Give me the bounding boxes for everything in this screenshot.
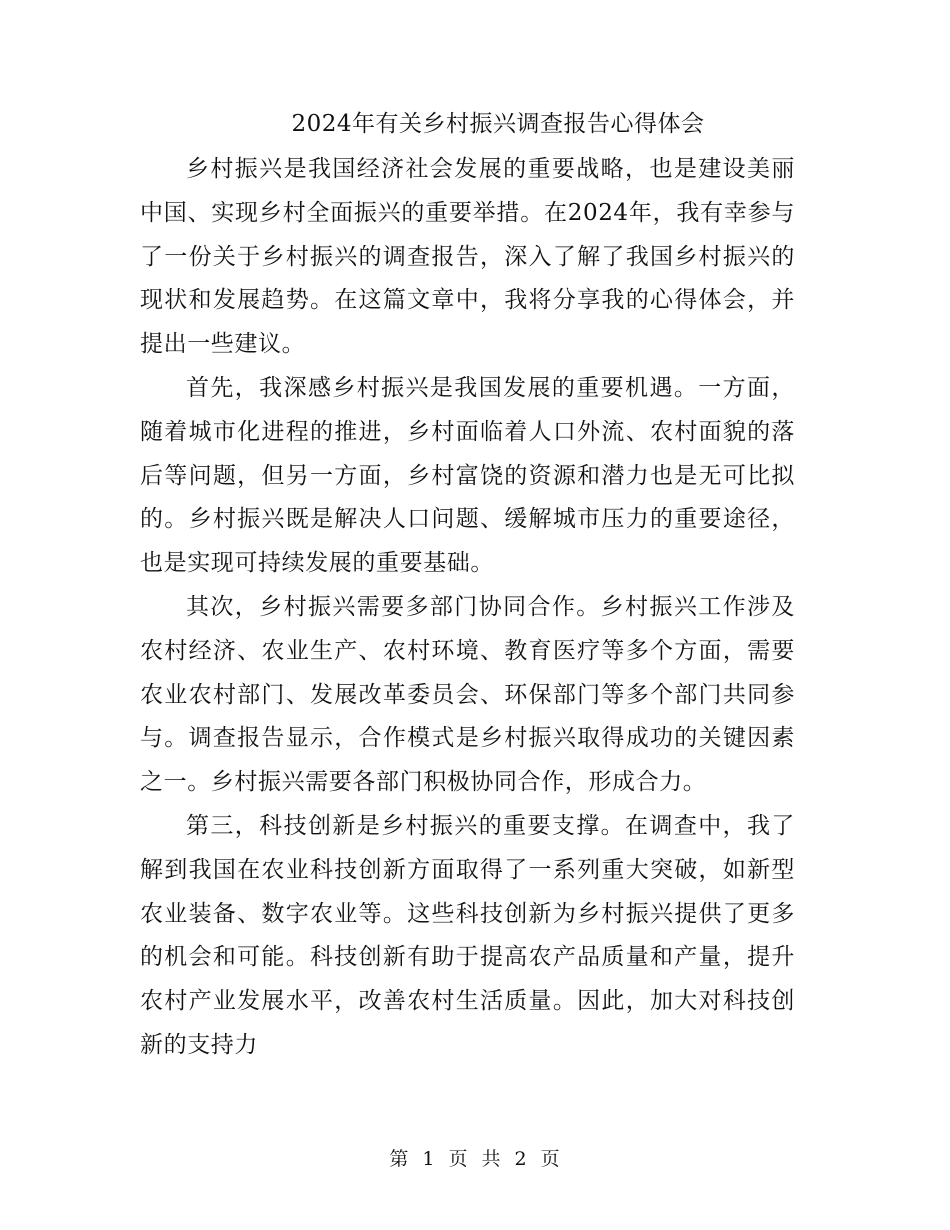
page-number-footer: 第 1 页 共 2 页 xyxy=(389,1148,561,1170)
paragraph-second-point: 其次，乡村振兴需要多部门协同合作。乡村振兴工作涉及农村经济、农业生产、农村环境、教育医疗等多个方面，需要农业农村部门、发展改革委员会、环保部门等多个部门共同参与。调查报告显示，合作模式是乡村振兴取得成功的关键因素之一。乡村振兴需要各部门积极协同合作，形成合力。 xyxy=(140,593,795,796)
document-title: 2024年有关乡村振兴调查报告心得体会 xyxy=(291,111,705,137)
document-body xyxy=(140,148,795,1068)
paragraph-third-point: 第三，科技创新是乡村振兴的重要支撑。在调查中，我了解到我国在农业科技创新方面取得了一系列重大突破，如新型农业装备、数字农业等。这些科技创新为乡村振兴提供了更多的机会和可能。科技创新有助于提高农产品质量和产量，提升农村产业发展水平，改善农村生活质量。因此，加大对科技创新的支持力 xyxy=(140,812,795,1058)
paragraph-intro: 乡村振兴是我国经济社会发展的重要战略，也是建设美丽中国、实现乡村全面振兴的重要举措。在2024年，我有幸参与了一份关于乡村振兴的调查报告，深入了解了我国乡村振兴的现状和发展趋势。在这篇文章中，我将分享我的心得体会，并提出一些建议。 xyxy=(140,156,795,358)
paragraph-first-point: 首先，我深感乡村振兴是我国发展的重要机遇。一方面，随着城市化进程的推进，乡村面临着人口外流、农村面貌的落后等问题，但另一方面，乡村富饶的资源和潜力也是无可比拟的。乡村振兴既是解决人口问题、缓解城市压力的重要途径，也是实现可持续发展的重要基础。 xyxy=(140,374,795,577)
